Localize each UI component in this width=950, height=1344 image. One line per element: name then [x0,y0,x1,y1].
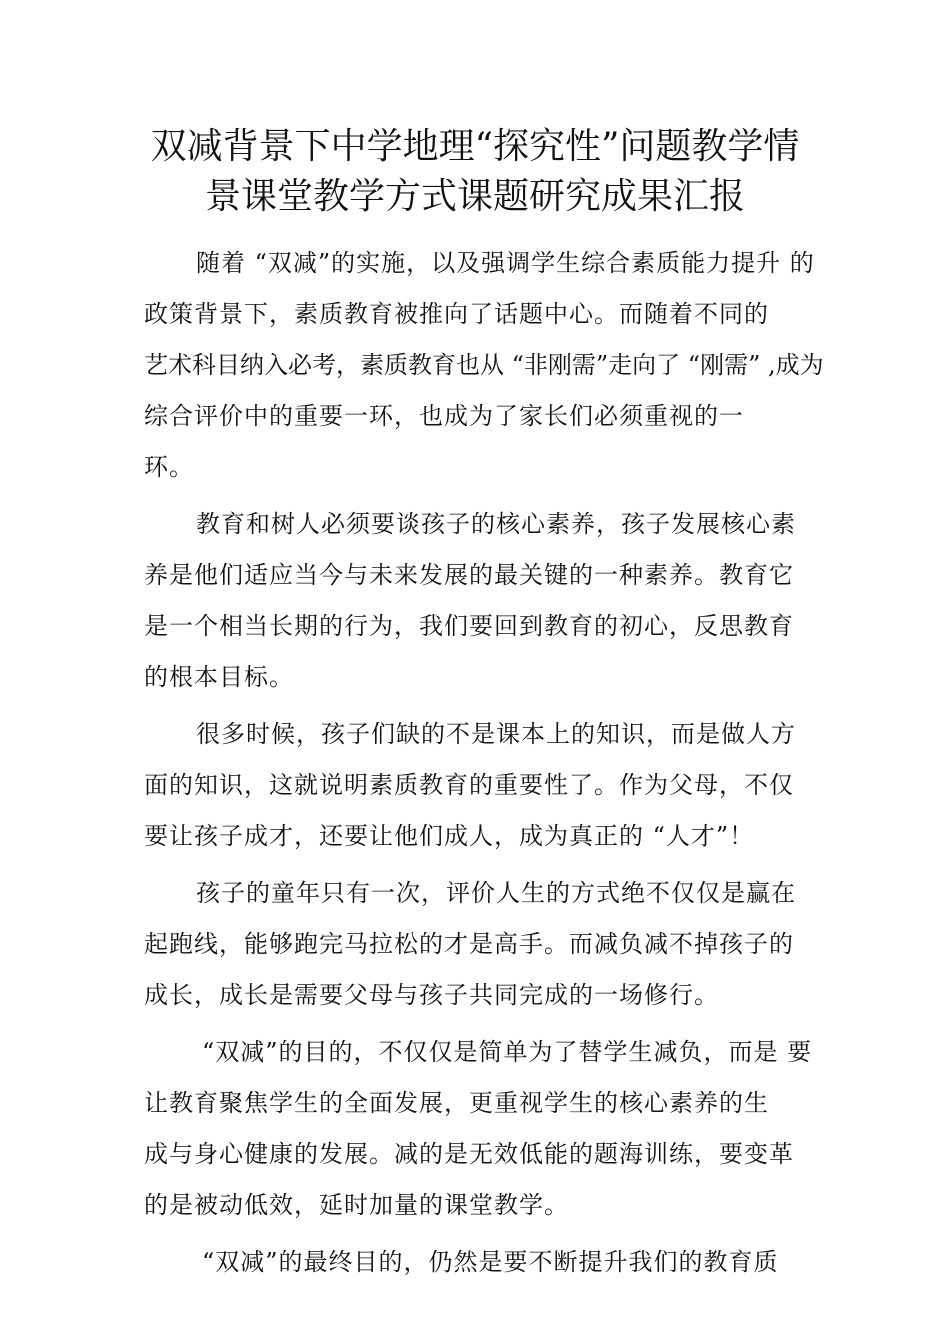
paragraph-line: “双减”的最终目的，仍然是要不断提升我们的教育质 [202,1248,779,1276]
paragraph-line: 教育和树人必须要谈孩子的核心素养，孩子发展核心素 [196,510,796,538]
title-line-1: 双减背景下中学地理“探究性”问题教学情 [150,126,800,167]
paragraph-1 [144,238,824,493]
paragraph-line: 的根本目标。 [144,663,294,691]
paragraph-4 [144,868,804,1021]
paragraph-line: 的是被动低效，延时加量的课堂教学。 [144,1191,569,1219]
paragraph-line: 成与身心健康的发展。减的是无效低能的题海训练，要变革 [144,1140,794,1168]
title-line-2: 景课堂教学方式课题研究成果汇报 [204,176,745,217]
paragraph-line: 起跑线，能够跑完马拉松的才是高手。而减负减不掉孩子的 [144,930,794,958]
paragraph-line: 艺术科目纳入必考，素质教育也从 “非刚需”走向了 “刚需” ,成为 [144,351,824,379]
paragraph-line: 让教育聚焦学生的全面发展，更重视学生的核心素养的生 [144,1089,769,1117]
paragraph-line: 很多时候，孩子们缺的不是课本上的知识，而是做人方 [196,720,796,748]
paragraph-5 [144,1027,813,1231]
paragraph-2 [144,499,804,703]
paragraph-line: 孩子的童年只有一次，评价人生的方式绝不仅仅是赢在 [196,879,796,907]
paragraph-line: 面的知识，这就说明素质教育的重要性了。作为父母，不仅 [144,771,794,799]
document-body [144,238,824,1294]
paragraph-line: 环。 [144,453,194,481]
paragraph-line: 要让孩子成才，还要让他们成人，成为真正的 “人才”！ [144,822,755,850]
paragraph-line: 是一个相当长期的行为，我们要回到教育的初心，反思教育 [144,612,794,640]
paragraph-line: 综合评价中的重要一环，也成为了家长们必须重视的一 [144,402,744,430]
paragraph-line: 养是他们适应当今与未来发展的最关键的一种素养。教育它 [144,561,794,589]
document-title [140,122,810,222]
paragraph-6 [144,1237,804,1288]
paragraph-line: 随着 “双减”的实施，以及强调学生综合素质能力提升 的 [196,249,815,277]
paragraph-line: 成长，成长是需要父母与孩子共同完成的一场修行。 [144,981,719,1009]
paragraph-3 [144,709,804,862]
paragraph-line: “双减”的目的，不仅仅是简单为了替学生减负，而是 要 [202,1038,813,1066]
paragraph-line: 政策背景下，素质教育被推向了话题中心。而随着不同的 [144,300,769,328]
